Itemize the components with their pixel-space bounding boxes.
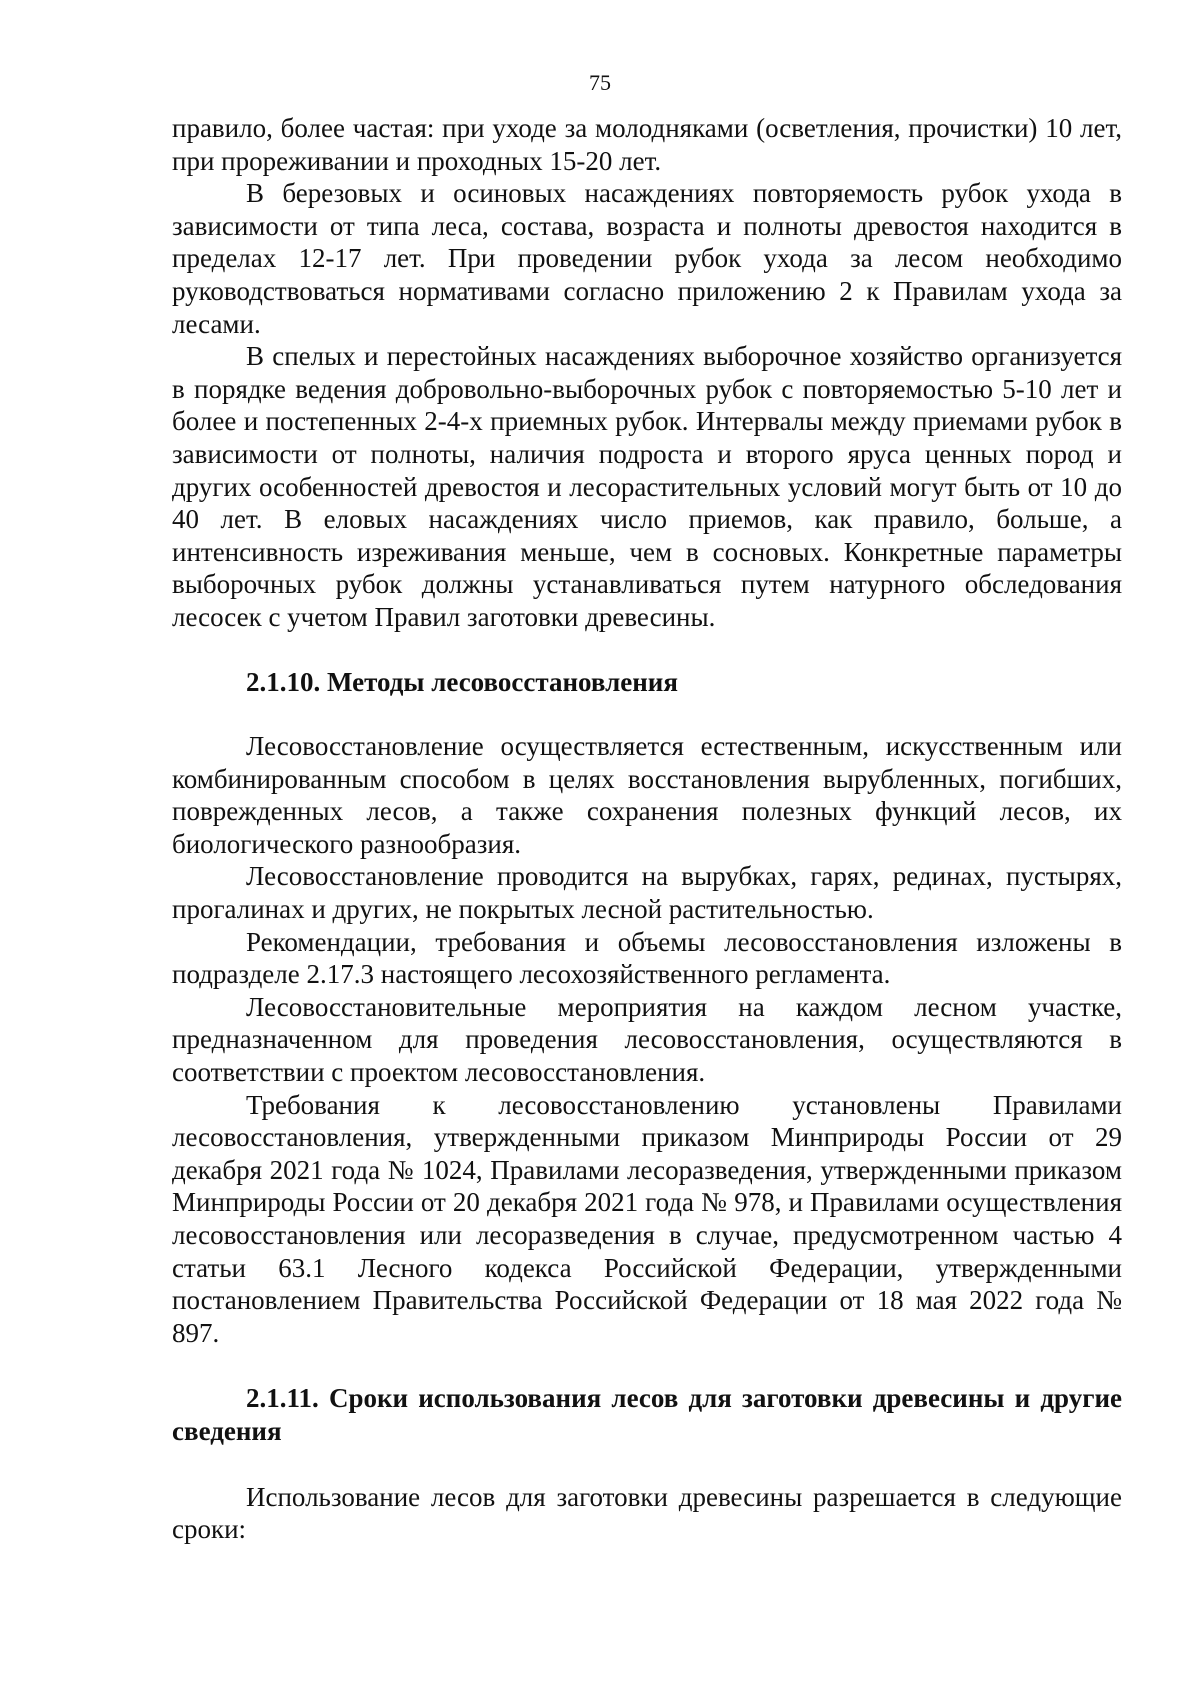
paragraph: В березовых и осиновых насаждениях повторяемость рубок ухода в зависимости от типа леса, состава, возраста и полноты древостоя находится в пределах 12-17 лет. При проведении рубок ухода за лесом необходимо руководствоваться нормативами согласно приложению 2 к Правилам ухода за лесами.	[172, 178, 1122, 339]
paragraph: Требования к лесовосстановлению установлены Правилами лесовосстановления, утвержденными приказом Минприроды России от 29 декабря 2021 года № 1024, Правилами лесоразведения, утвержденными приказом Минприроды России от 20 декабря 2021 года № 978, и Правилами осуществления лесовосстановления или лесоразведения в случае, предусмотренном частью 4 статьи 63.1 Лесного кодекса Российской Федерации, утвержденными постановлением Правительства Российской Федерации от 18 мая 2022 года № 897.	[172, 1089, 1122, 1348]
section-heading: 2.1.11. Сроки использования лесов для заготовки древесины и другие сведения	[172, 1383, 1122, 1446]
section-heading: 2.1.10. Методы лесовосстановления	[246, 666, 678, 697]
paragraph: Рекомендации, требования и объемы лесовосстановления изложены в подразделе 2.17.3 настоящего лесохозяйственного регламента.	[172, 926, 1122, 990]
document-body	[172, 112, 1122, 1546]
paragraph: правило, более частая: при уходе за молодняками (осветления, прочистки) 10 лет, при прореживании и проходных 15-20 лет.	[172, 113, 1122, 176]
paragraph: Использование лесов для заготовки древесины разрешается в следующие сроки:	[172, 1481, 1122, 1545]
paragraph: Лесовосстановительные мероприятия на каждом лесном участке, предназначенном для проведения лесовосстановления, осуществляются в соответствии с проектом лесовосстановления.	[172, 991, 1122, 1088]
paragraph: Лесовосстановление осуществляется естественным, искусственным или комбинированным способом в целях восстановления вырубленных, погибших, поврежденных лесов, а также сохранения полезных функций лесов, их биологического разнообразия.	[172, 731, 1122, 859]
paragraph: Лесовосстановление проводится на вырубках, гарях, рединах, пустырях, прогалинах и других, не покрытых лесной растительностью.	[172, 861, 1122, 925]
paragraph: В спелых и перестойных насаждениях выборочное хозяйство организуется в порядке ведения добровольно-выборочных рубок с повторяемостью 5-10 лет и более и постепенных 2-4-х приемных рубок. Интервалы между приемами рубок в зависимости от полноты, наличия подроста и второго яруса ценных пород и других особенностей древостоя и лесорастительных условий могут быть от 10 до 40 лет. В еловых насаждениях число приемов, как правило, больше, а интенсивность изреживания меньше, чем в сосновых. Конкретные параметры выборочных рубок должны устанавливаться путем натурного обследования лесосек с учетом Правил заготовки древесины.	[172, 341, 1122, 632]
page-number: 75	[589, 70, 611, 95]
